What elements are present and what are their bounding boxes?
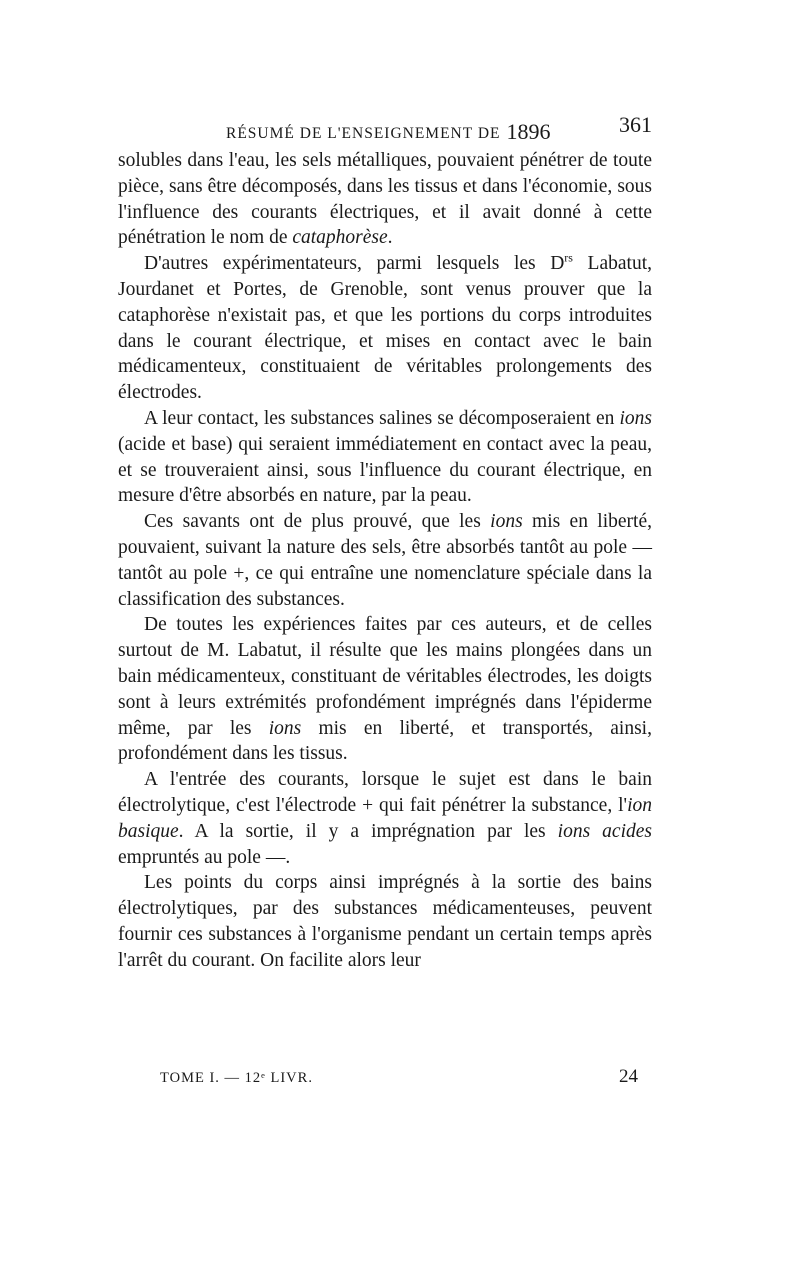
text-run: Les points du corps ainsi imprégnés à la sortie des bains électrolytiques, par des substances médicamenteuses, peuvent fournir ces substances à l'organisme pendant un certain temps après l'arrêt du courant. On facilite alors leur: [118, 872, 652, 971]
text-run: empruntés au pole —.: [118, 846, 291, 868]
italic-term: ions: [268, 717, 302, 739]
italic-term: cataphorèse: [292, 227, 388, 249]
running-head: [118, 110, 652, 142]
text-run: solubles dans l'eau, les sels métalliques, pouvaient pénétrer de toute pièce, sans être décomposés, dans les tissus et dans l'économie, sous l'influence des courants électriques, et il avait donné à cette pénétration le nom de: [118, 150, 652, 249]
text-run: . A la sortie, il y a imprégnation par les: [178, 820, 558, 842]
body-text: [118, 148, 652, 974]
text-run: De toutes les expériences faites par ces auteurs, et de celles surtout de M. Labatut, il résulte que les mains plongées dans un bain médicamenteux, constituant de véritables électrodes, les doigts sont à leurs extrémités profondément imprégnés dans l'épiderme même, par les: [118, 614, 652, 739]
paragraph: [118, 767, 652, 870]
paragraph: [118, 509, 652, 612]
signature-mark: TOME I. — 12ᵉ LIVR.: [160, 1070, 313, 1086]
paragraph: [118, 406, 652, 509]
paragraph: [118, 870, 652, 973]
running-title: [226, 118, 550, 144]
signature-number: 24: [619, 1066, 638, 1087]
text-run: A l'entrée des courants, lorsque le sujet est dans le bain électrolytique, c'est l'électrode + qui fait pénétrer la substance, l': [118, 769, 652, 816]
page-footer: [118, 1066, 652, 1092]
running-title-text: RÉSUMÉ DE L'ENSEIGNEMENT DE: [226, 125, 501, 142]
text-run: .: [387, 227, 393, 249]
paragraph: [118, 612, 652, 767]
italic-term: ions acides: [557, 820, 652, 842]
italic-term: ion basique: [118, 794, 652, 842]
page-number: 361: [619, 112, 652, 137]
text-run: Labatut, Jourdanet et Portes, de Grenoble, sont venus prouver que la cataphorèse n'existait pas, et que les portions du corps introduites dans le courant électrique, et mises en contact avec le bain médicamenteux, constituaient de véritables prolongements des électrodes.: [118, 253, 652, 404]
italic-term: ions: [619, 407, 652, 429]
paragraph: [118, 148, 652, 251]
text-run: Ces savants ont de plus prouvé, que les: [144, 511, 491, 533]
text-run: (acide et base) qui seraient immédiatement en contact avec la peau, et se trouveraient ainsi, sous l'influence du courant électrique, en mesure d'être absorbés en nature, par la peau.: [118, 433, 652, 507]
text-run: D'autres expérimentateurs, parmi lesquels les D: [144, 253, 565, 275]
running-title-year: 1896: [506, 119, 551, 144]
text-run: mis en liberté, pouvaient, suivant la nature des sels, être absorbés tantôt au pole — tantôt au pole +, ce qui entraîne une nomenclature spéciale dans la classification des substances.: [118, 511, 652, 610]
text-run: mis en liberté, et transportés, ainsi, profondément dans les tissus.: [118, 717, 652, 765]
superscript: rs: [564, 250, 573, 265]
paragraph: [118, 251, 652, 406]
italic-term: ions: [490, 511, 523, 533]
text-run: A leur contact, les substances salines se décomposeraient en: [144, 407, 620, 429]
